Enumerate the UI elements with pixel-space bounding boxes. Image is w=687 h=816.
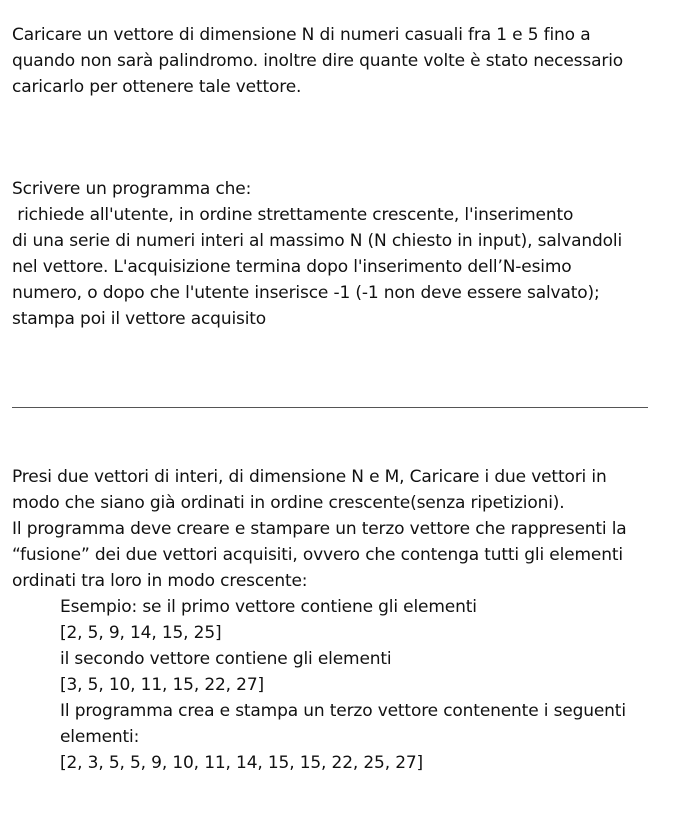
example-line-1: Esempio: se il primo vettore contiene gli elementi bbox=[60, 597, 477, 617]
exercise-2-line-6: stampa poi il vettore acquisito bbox=[12, 309, 267, 329]
section-divider bbox=[12, 407, 648, 408]
exercise-3-line-4: “fusione” dei due vettori acquisiti, ovvero che contenga tutti gli elementi bbox=[12, 545, 623, 565]
exercise-2-line-5: numero, o dopo che l'utente inserisce -1 (-1 non deve essere salvato); bbox=[12, 283, 600, 303]
example-line-4: [3, 5, 10, 11, 15, 22, 27] bbox=[60, 675, 265, 695]
exercise-3-line-5: ordinati tra loro in modo crescente: bbox=[12, 571, 308, 591]
example-line-3: il secondo vettore contiene gli elementi bbox=[60, 649, 392, 669]
exercise-3-line-1: Presi due vettori di interi, di dimensione N e M, Caricare i due vettori in bbox=[12, 467, 607, 487]
exercise-2-line-1: Scrivere un programma che: bbox=[12, 179, 252, 199]
example-line-5: Il programma crea e stampa un terzo vettore contenente i seguenti bbox=[60, 701, 626, 721]
exercise-1-line-3: caricarlo per ottenere tale vettore. bbox=[12, 77, 302, 97]
exercise-3-line-3: Il programma deve creare e stampare un terzo vettore che rappresenti la bbox=[12, 519, 627, 539]
example-line-7: [2, 3, 5, 5, 9, 10, 11, 14, 15, 15, 22, 25, 27] bbox=[60, 753, 424, 773]
exercise-2-line-4: nel vettore. L'acquisizione termina dopo l'inserimento dell’N-esimo bbox=[12, 257, 572, 277]
exercise-1-line-1: Caricare un vettore di dimensione N di numeri casuali fra 1 e 5 fino a bbox=[12, 25, 591, 45]
exercise-3-line-2: modo che siano già ordinati in ordine crescente(senza ripetizioni). bbox=[12, 493, 565, 513]
exercise-2-line-3: di una serie di numeri interi al massimo N (N chiesto in input), salvandoli bbox=[12, 231, 623, 251]
example-line-2: [2, 5, 9, 14, 15, 25] bbox=[60, 623, 222, 643]
exercise-2-line-2: richiede all'utente, in ordine strettamente crescente, l'inserimento bbox=[12, 205, 574, 225]
example-line-6: elementi: bbox=[60, 727, 140, 747]
exercise-1-line-2: quando non sarà palindromo. inoltre dire quante volte è stato necessario bbox=[12, 51, 624, 71]
